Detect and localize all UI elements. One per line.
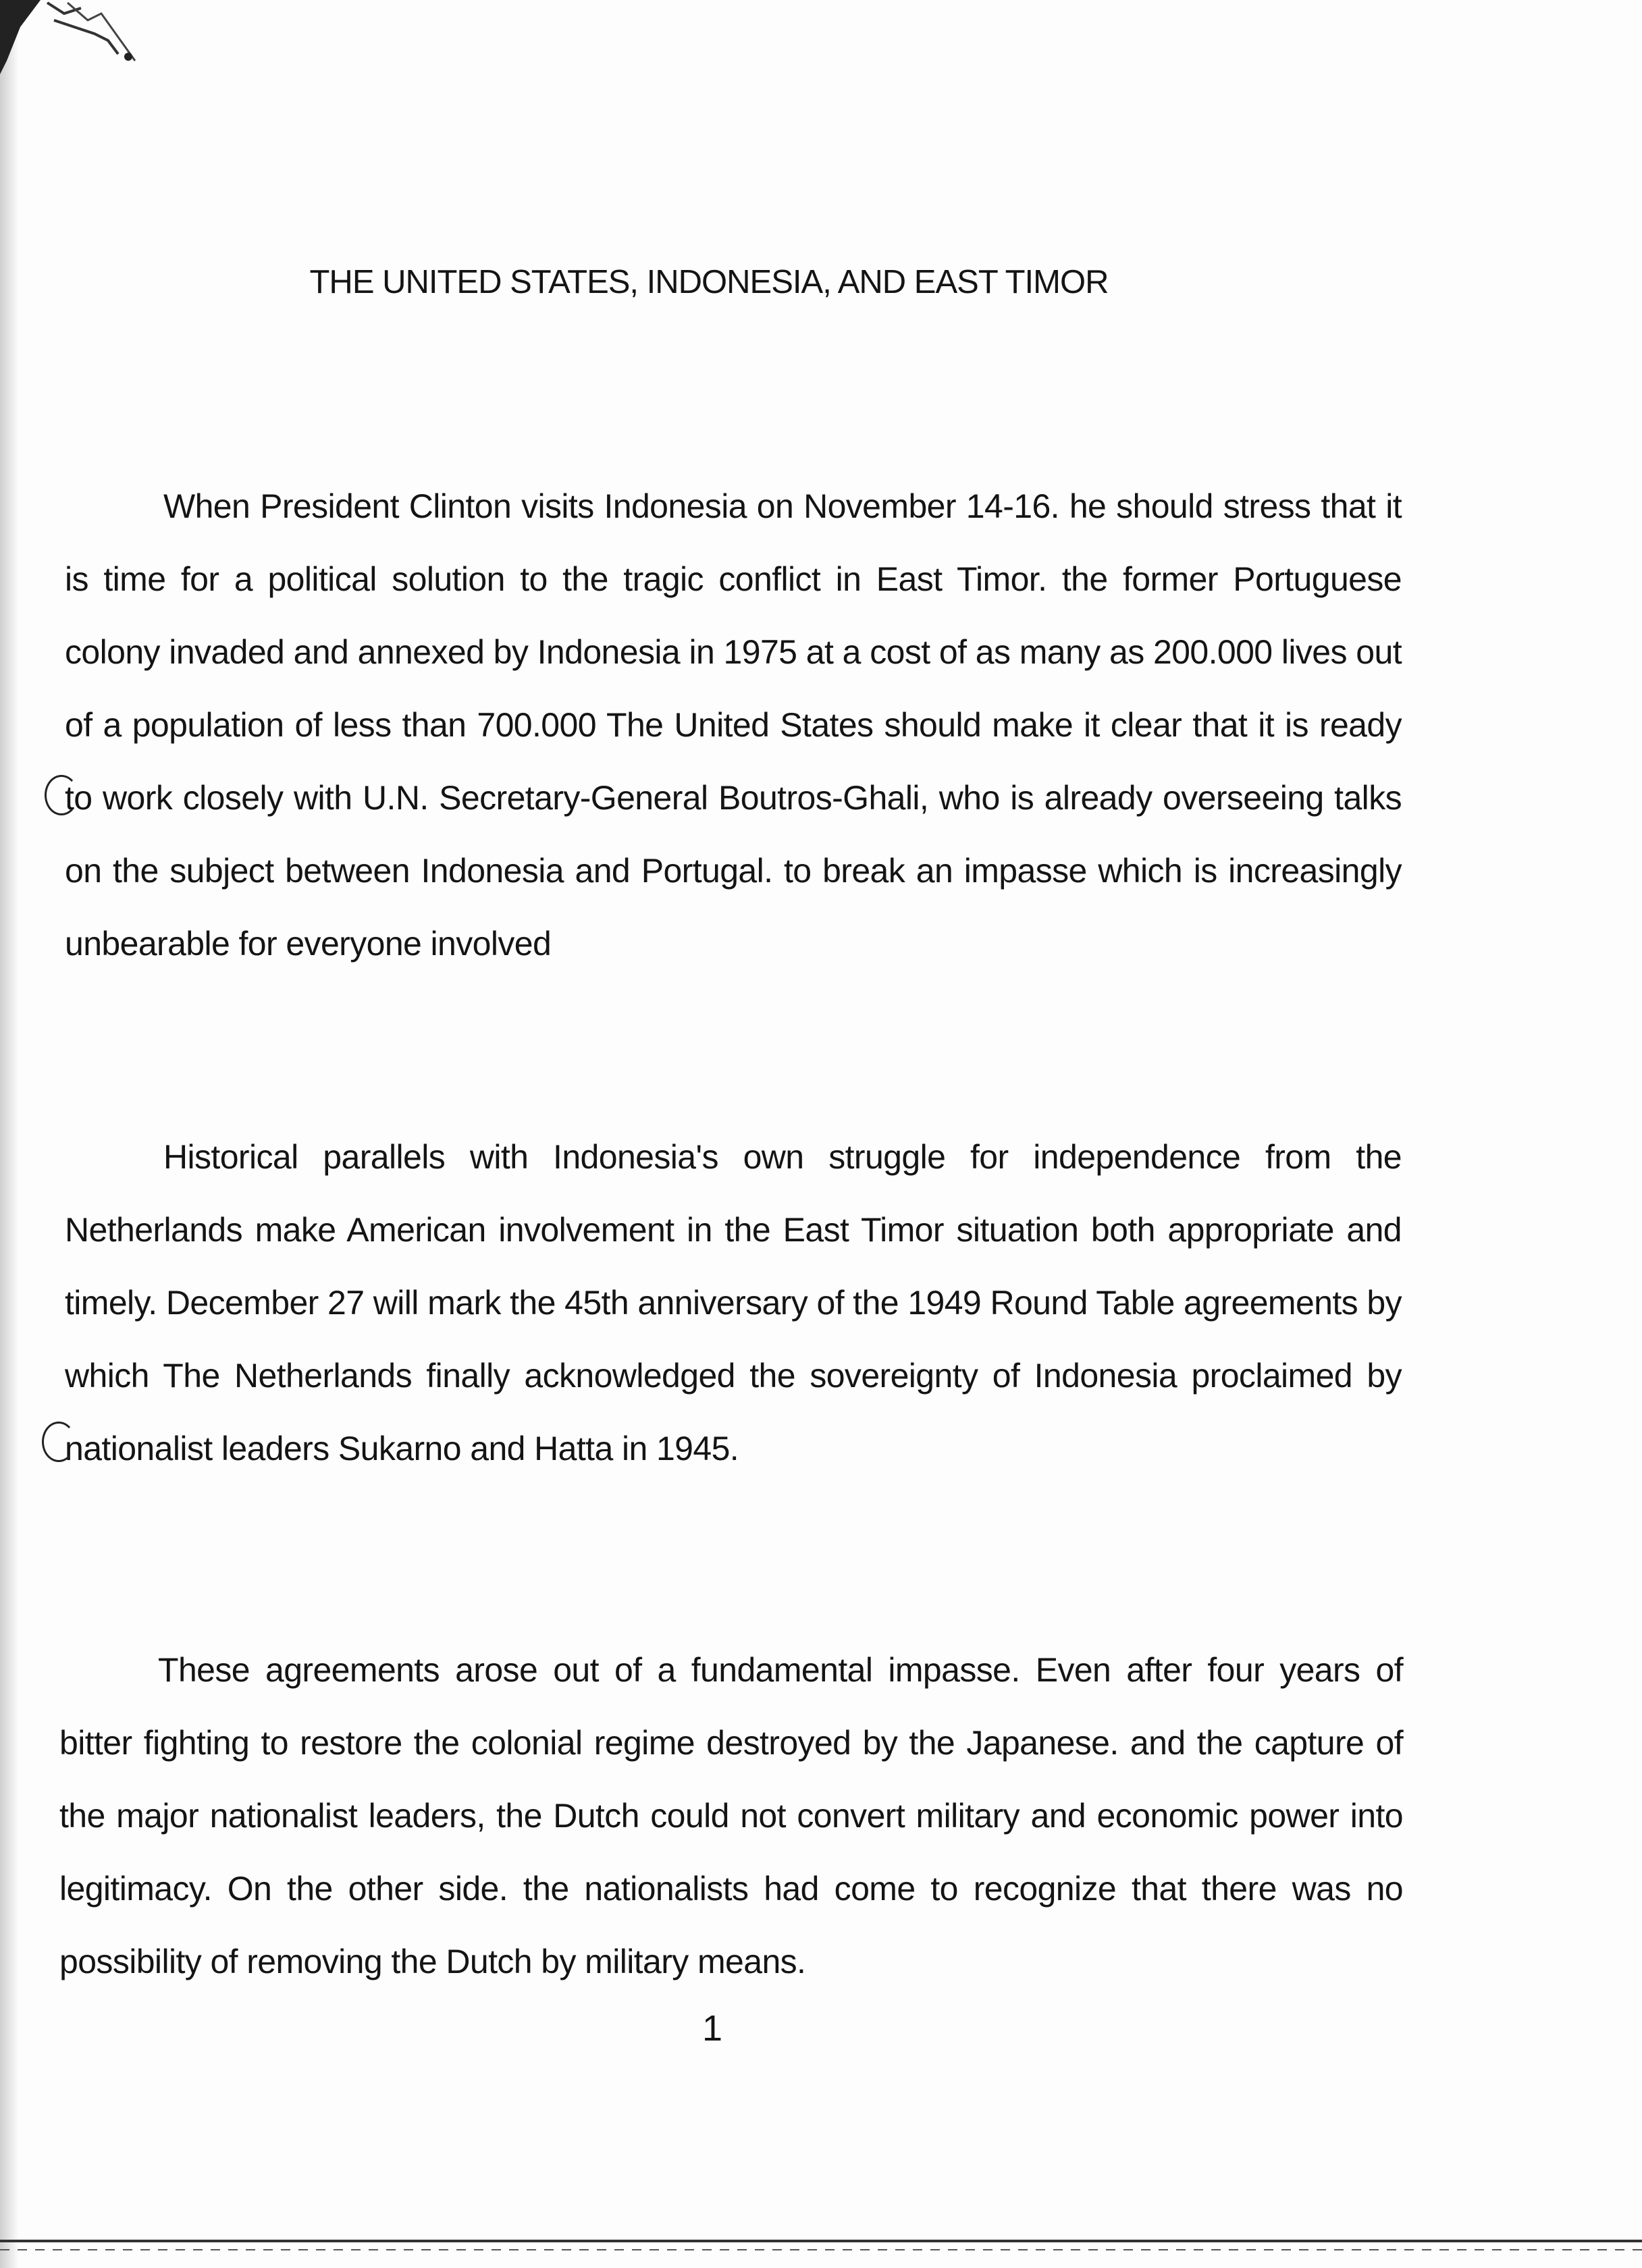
scan-edge-shadow <box>0 0 19 2268</box>
scan-bottom-rule <box>0 2240 1642 2242</box>
scan-corner-artifact-icon <box>0 0 149 74</box>
punch-hole-mark-icon <box>45 775 78 815</box>
document-title: THE UNITED STATES, INDONESIA, AND EAST TIMOR <box>309 264 1109 300</box>
paragraph-3: These agreements arose out of a fundamental impasse. Even after four years of bitter fighting to restore the colonial regime destroyed by the Japanese. and the capture of the major nationalist leaders, the Dutch could not convert military and economic power into legitimacy. On the other side. the nationalists had come to recognize that there was no possibility of removing the Dutch by military means. <box>59 1651 1403 1980</box>
punch-hole-mark-icon <box>42 1422 76 1462</box>
page-number: 1 <box>701 2008 723 2049</box>
paragraph-1: When President Clinton visits Indonesia on November 14-16. he should stress that it is time for a political solution to the tragic conflict in East Timor. the former Portuguese colony invaded and annexed by Indonesia in 1975 at a cost of as many as 200.000 lives out of a population of less than 700.000 The United States should make it clear that it is ready to work closely with U.N. Secretary-General Boutros-Ghali, who is already overseeing talks on the subject between Indonesia and Portugal. to break an impasse which is increasingly unbearable for everyone involved <box>65 487 1402 963</box>
paragraph-2: Historical parallels with Indonesia's own struggle for independence from the Netherlands make American involvement in the East Timor situation both appropriate and timely. December 27 will mark the 45th anniversary of the 1949 Round Table agreements by which The Netherlands finally acknowledged the sovereignty of Indonesia proclaimed by nationalist leaders Sukarno and Hatta in 1945. <box>65 1138 1402 1467</box>
scan-bottom-dashes <box>0 2249 1642 2250</box>
